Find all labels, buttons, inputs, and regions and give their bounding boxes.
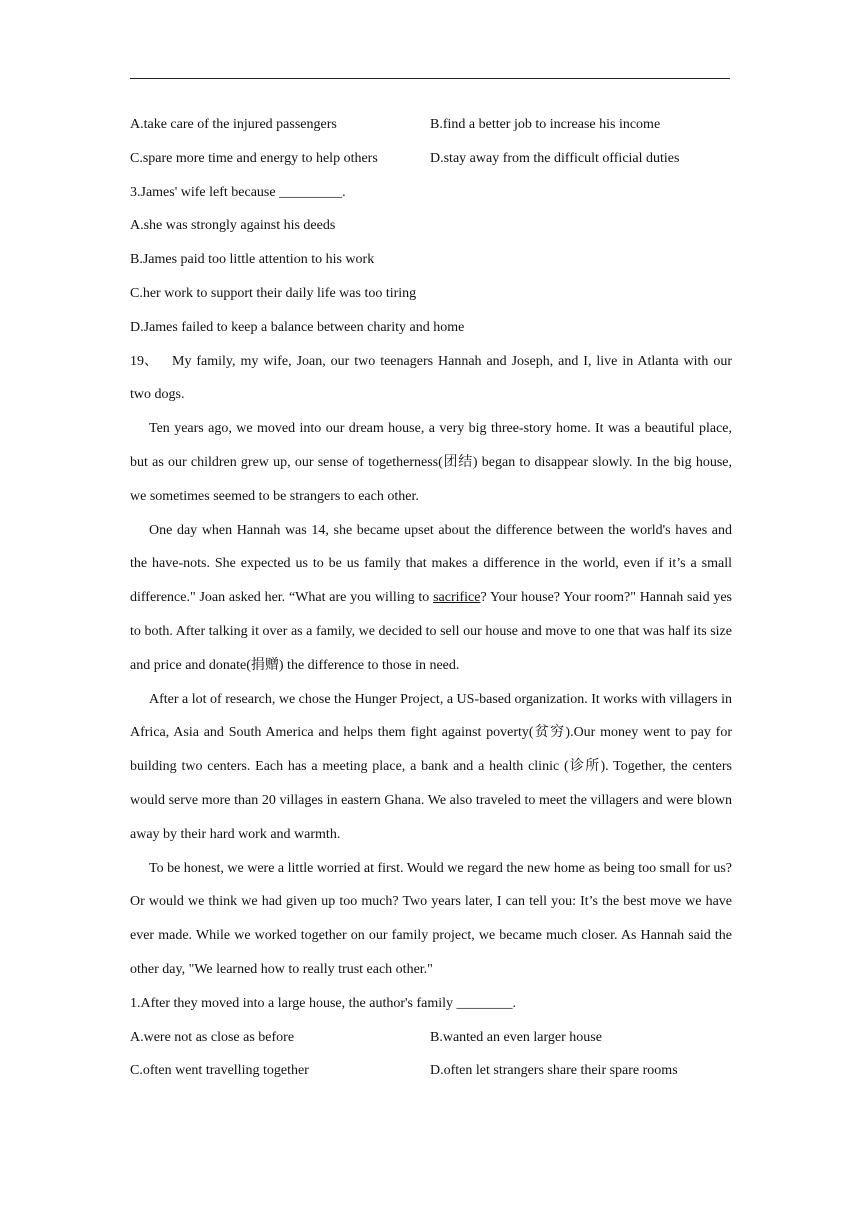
passage-intro-text: My family, my wife, Joan, our two teenagers Hannah and Joseph, and I, live in Atlanta with our two dogs.: [130, 353, 732, 403]
question-1-option-a: A.were not as close as before: [130, 1029, 295, 1045]
paragraph-2-part-a: One day when Hannah was 14, she became upset about the difference between the world's haves and the have-nots. She expected us to be us family that makes a difference in the world, even if it’s a small difference." Joan asked her. “What are you willing to: [130, 522, 732, 606]
page-content: [130, 108, 732, 1088]
option-row-cd: [130, 142, 732, 176]
passage-paragraph-4: To be honest, we were a little worried at first. Would we regard the new home as being too small for us? Or would we think we had given up too much? Two years later, I can tell you: It’s the best move we have ever made. While we worked together on our family project, we became much closer. As Hannah said the other day, "We learned how to really trust each other.": [130, 860, 732, 977]
option-d: D.stay away from the difficult official duties: [430, 150, 680, 166]
question-3-option-a: A.she was strongly against his deeds: [130, 218, 336, 234]
question-3-stem: 3.James' wife left because _________.: [130, 184, 346, 200]
paragraph-2-part-b: ? Your house? Your room?" Hannah said yes to both. After talking it over as a family, we decided to sell our house and move to one that was half its size and price and donate(捐赠) the difference to those in need.: [130, 590, 733, 673]
question-1-row-ab: [130, 1021, 732, 1055]
option-b: B.find a better job to increase his income: [430, 117, 661, 132]
passage-paragraph-3: After a lot of research, we chose the Hunger Project, a US-based organization. It works with villagers in Africa, Asia and South America and helps them fight against poverty(贫穷).Our money went to pay for building two centers. Each has a meeting place, a bank and a health clinic (诊所). Together, the centers would serve more than 20 villages in eastern Ghana. We also traveled to meet the villagers and were blown away by their hard work and warmth.: [130, 691, 732, 842]
question-1-option-b: B.wanted an even larger house: [430, 1029, 602, 1045]
question-3-option-c: C.her work to support their daily life was too tiring: [130, 285, 417, 301]
question-3-option-b: B.James paid too little attention to his work: [130, 252, 375, 268]
option-a: A.take care of the injured passengers: [130, 117, 337, 132]
underlined-word: sacrifice: [433, 590, 481, 606]
option-row-ab: [130, 108, 732, 142]
passage-number: 19、: [130, 353, 158, 369]
passage-paragraph-1: Ten years ago, we moved into our dream house, a very big three-story home. It was a beautiful place, but as our children grew up, our sense of togetherness(团结) began to disappear slowly. In the big house, we sometimes seemed to be strangers to each other.: [130, 421, 732, 504]
passage-paragraph-2: [130, 514, 732, 683]
question-1-option-c: C.often went travelling together: [130, 1063, 309, 1079]
header-rule: [130, 78, 730, 79]
option-c: C.spare more time and energy to help others: [130, 150, 378, 166]
question-1-row-cd: [130, 1054, 732, 1088]
question-1-stem: 1.After they moved into a large house, the author's family ________.: [130, 995, 517, 1011]
passage-19-intro: [130, 345, 732, 413]
question-3-option-d: D.James failed to keep a balance between charity and home: [130, 319, 465, 335]
question-1-option-d: D.often let strangers share their spare rooms: [430, 1063, 678, 1079]
